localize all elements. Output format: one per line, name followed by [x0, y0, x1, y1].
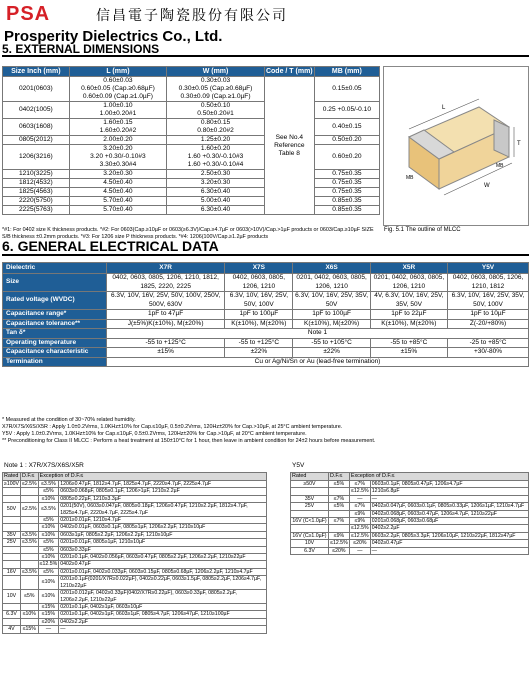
y5v-cell: 25V [291, 503, 329, 510]
y5v-cell [291, 488, 329, 495]
dims-header: L (mm) [69, 67, 167, 77]
elec-cell: K(±10%), M(±20%) [225, 319, 293, 329]
electrical-data-table [2, 262, 529, 367]
elec-row [3, 310, 529, 320]
y5v-cell: ≤12.5% [351, 488, 369, 495]
chinese-company-name: 信昌電子陶瓷股份有限公司 [96, 8, 288, 24]
note1-cell: — [59, 626, 267, 633]
note1-cell: ≤5% [20, 590, 38, 604]
elec-row [3, 348, 529, 358]
dims-w-cell: 5.00±0.40 [167, 197, 265, 206]
note1-cell [20, 517, 38, 524]
note1-cell: ≤5% [38, 539, 59, 546]
dims-w-cell: 3.20±0.30 [167, 179, 265, 188]
dims-header: W (mm) [167, 67, 265, 77]
note1-cell: ≥100V [4, 481, 19, 487]
note1-cell: 0201≥0.01µF, 0805≥1µF, 1210≥10µF [59, 539, 267, 546]
dims-row [3, 179, 380, 188]
note1-cell [3, 546, 21, 553]
dims-l-cell: 5.70±0.40 [69, 206, 167, 215]
dims-w-cell: 0.50±0.10 0.50±0.20#1 [167, 102, 265, 119]
elec-span-cell: Note 1 [107, 329, 529, 339]
elec-row [3, 292, 529, 310]
elec-row [3, 329, 529, 339]
elec-row [3, 338, 529, 348]
y5v-cell: 16V (C<1.0µF) [292, 518, 327, 525]
note1-row [3, 531, 267, 538]
note1-cell [3, 524, 21, 531]
note1-cell: — [38, 626, 59, 633]
y5v-cell: 0402≥0.047µF, 0603≥0.1µF, 0805≥0.33µF, 1206≥1µF, 1210≥4.7µF [370, 503, 528, 510]
note1-row [3, 603, 267, 610]
note1-row [3, 503, 267, 517]
dims-w-cell: 6.30±0.40 [167, 188, 265, 197]
elec-row [3, 274, 529, 292]
elec-cell: 1pF to 10µF [448, 310, 529, 320]
note1-row [3, 561, 267, 568]
y5v-header: Rated [291, 473, 329, 481]
dims-mb-cell: 0.60±0.20 [314, 145, 379, 170]
note1-cell: 4V [3, 626, 21, 633]
note1-cell: 25V [3, 539, 21, 546]
note1-cell: ≤5% [38, 488, 59, 495]
y5v-header: Exception of D.F.≤ [349, 473, 528, 481]
elec-cell: 1pF to 100µF [225, 310, 293, 320]
y5v-cell: 0603≥2.2µF, 0805≥3.3µF, 1206≥10µF, 1210≥22µF, 1812≥47µF [370, 532, 528, 539]
elec-cell: J(±5%)K(±10%), M(±20%) [107, 319, 225, 329]
figure-caption: Fig. 5.1 The outline of MLCC [384, 227, 461, 233]
dims-mb-cell: 0.75±0.35 [314, 179, 379, 188]
elec-row-label: Capacitance tolerance** [3, 319, 107, 329]
elec-row-label: Operating temperature [3, 338, 107, 348]
dims-row [3, 170, 380, 179]
note1-cell: 0201≥0.1µF, 0402≥1µF, 0603≥10µF [59, 603, 267, 610]
dims-header: Code / T (mm) [265, 67, 313, 75]
note1-cell: ≤5% [38, 568, 59, 575]
elec-cell: -25 to +85°C [448, 338, 529, 348]
note1-cell: 0603≥1µF, 0805≥2.2µF, 1206≥2.2µF, 1210≥10µF [59, 531, 267, 538]
note1-row [3, 481, 267, 488]
note1-cell: 6.3V [3, 611, 21, 618]
elec-row-label: Capacitance characteristic [3, 348, 107, 358]
elec-row-label: Termination [3, 357, 107, 367]
dims-l-cell: 3.20±0.20 3.20 +0.30/-0.10#3 3.30±0.30#4 [69, 145, 167, 170]
elec-header: X6S [293, 263, 370, 274]
dims-mb-cell: 0.40±0.15 [314, 119, 379, 136]
note1-cell [3, 618, 21, 625]
elec-cell: 6.3V, 10V, 16V, 25V, 50V, 100V, 250V, 500V, 630V [107, 292, 225, 310]
note1-cell [20, 546, 38, 553]
dims-size-cell: 1206(3216) [3, 145, 70, 170]
note1-cell: ≤20% [38, 618, 59, 625]
note1-cell: 0201≥0.1µF, 0402≥1µF, 0603≥1µF, 0805≥4.7µF, 1206≥47µF, 1210≥100µF [59, 611, 267, 618]
note1-cell: ≤3.5% [21, 539, 37, 546]
note1-cell: 0201≥0.1µF, 0402≥0.056µF, 0603≥0.47µF, 0805≥2.2µF, 1206≥2.2µF, 1210≥22µF [59, 554, 267, 561]
note1-cell: ≤15% [38, 611, 59, 618]
note1-cell: 0603≥0.068µF, 0805≥0.1µF, 1206>1µF, 1210≥2.2µF [59, 488, 267, 495]
note1-cell [20, 576, 38, 590]
y5v-cell: ≤7% [349, 503, 370, 510]
y5v-cell: ≤9% [328, 532, 349, 539]
dims-row [3, 145, 380, 170]
y5v-cell [291, 510, 329, 517]
elec-header: X7S [225, 263, 293, 274]
dims-size-cell: 2220(5750) [3, 197, 70, 206]
elec-cell: 0402, 0603, 0805, 1206, 1210 [225, 274, 293, 292]
y5v-cell: 0201≥0.068µF, 0603≥0.68µF [370, 518, 528, 525]
note1-cell: 0201≥0.012µF, 0402≥0.33µF(0402/X7R≥0.22µF), 0603≥0.33µF, 0805≥2.2µF, 1206≥2.2µF, 1210≥22µF [59, 590, 267, 604]
elec-cell: -55 to +85°C [370, 338, 447, 348]
y5v-cell: ≤5% [328, 481, 349, 488]
dims-size-cell: 0201(0603) [3, 77, 70, 102]
y5v-cell: 0603≥0.1µF, 0805≥0.47µF, 1206≥4.7µF [370, 481, 528, 488]
elec-cell: 0402, 0603, 0805, 1206, 1210, 1812 [448, 274, 529, 292]
y5v-cell [328, 525, 349, 532]
y5v-row [291, 481, 529, 488]
y5v-row [291, 532, 529, 539]
dims-row [3, 77, 380, 102]
elec-row-label: Rated voltage (WVDC) [3, 292, 107, 310]
y5v-cell: ≤20% [328, 547, 349, 554]
dims-l-cell: 4.50±0.40 [69, 188, 167, 197]
note1-cell: ≤15% [20, 626, 38, 633]
dims-size-cell: 2225(5763) [3, 206, 70, 215]
elec-cell: ±15% [370, 348, 447, 358]
dims-row [3, 119, 380, 136]
note1-cell: ≤10% [38, 531, 59, 538]
label-w: W [484, 183, 490, 189]
y5v-cell: — [349, 547, 370, 554]
company-name: Prosperity Dielectrics Co., Ltd. [4, 28, 223, 45]
mlcc-outline-diagram [383, 66, 529, 226]
note1-cell [20, 524, 38, 531]
dims-size-cell: 0603(1608) [3, 119, 70, 136]
note1-cell: ≤5% [38, 546, 59, 553]
y5v-cell: ≤7% [349, 481, 370, 488]
note1-row [3, 546, 267, 553]
y5v-cell: — [370, 547, 528, 554]
y5v-df-table [290, 472, 529, 555]
note1-cell: 0201(50V), 0603≥0.047µF, 0805≥0.18µF, 1206≥0.47µF, 1210≥2.2µF, 1812≥4.7µF, 1825≥4.7µF, 2220≥4.7µF, 2225≥4.7µF [59, 503, 267, 517]
note1-cell: ≤5% [38, 517, 59, 524]
y5v-cell: 6.3V [291, 547, 329, 554]
y5v-row [291, 503, 529, 510]
y5v-row [291, 540, 529, 547]
note1-cell [20, 554, 38, 561]
elec-header: Y5V [448, 263, 529, 274]
note1-cell: ≤3.5% [38, 481, 59, 488]
note1-cell [3, 495, 21, 502]
note1-cell [20, 603, 38, 610]
elec-header: X7R [107, 263, 225, 274]
note1-header: Exception of D.F.≤ [38, 473, 266, 481]
y5v-cell [328, 488, 349, 495]
y5v-cell: ≤5% [328, 503, 349, 510]
dims-l-cell: 3.20±0.30 [69, 170, 167, 179]
dims-l-cell: 1.60±0.15 1.60±0.20#2 [69, 119, 167, 136]
dims-row [3, 188, 380, 197]
note1-cell: 10V [3, 590, 21, 604]
elec-cell: 4V, 6.3V, 10V, 16V, 25V, 35V, 50V [370, 292, 447, 310]
elec-header: Dielectric [3, 263, 107, 274]
note1-cell: 0402≥0.01µF, 0603≥0.1µF, 0805≥1µF, 1206≥2.2µF, 1210≥10µF [59, 524, 267, 531]
note1-row [3, 576, 267, 590]
mlcc-diagram-svg [384, 67, 528, 225]
y5v-cell: 35V [291, 495, 329, 502]
note1-cell: 35V [3, 531, 21, 538]
note1-cell [3, 576, 21, 590]
dims-size-cell: 0402(1005) [3, 102, 70, 119]
dimensions-table [2, 66, 380, 215]
elec-cell: ±22% [293, 348, 370, 358]
y5v-row [291, 518, 529, 525]
label-t: T [517, 141, 521, 147]
dims-mb-cell: 0.75±0.35 [314, 170, 379, 179]
y5v-cell: 0402≥2.2µF [370, 525, 528, 532]
note1-row [3, 495, 267, 502]
note1-cell: ≤10% [38, 576, 59, 590]
dims-size-cell: 1825(4563) [3, 188, 70, 197]
elec-row-label: Tan δ* [3, 329, 107, 339]
note1-header: Rated [3, 473, 21, 481]
note1-cell: ≤12.5% [39, 561, 58, 568]
elec-cell: 1pF to 22µF [370, 310, 447, 320]
note1-cell [3, 603, 21, 610]
y5v-cell [291, 525, 329, 532]
dims-l-cell: 4.50±0.40 [69, 179, 167, 188]
y5v-cell: ≤20% [349, 540, 370, 547]
dims-w-cell: 6.30±0.40 [167, 206, 265, 215]
y5v-cell: — [349, 495, 370, 502]
elec-cell: 0201, 0402, 0603, 0805, 1206, 1210 [370, 274, 447, 292]
note1-cell: 1206≥0.47µF, 1812≥4.7µF, 1825≥4.7µF, 2220≥4.7µF, 2225≥4.7µF [59, 481, 267, 488]
note1-cell: ≤10% [20, 611, 38, 618]
section-general-electrical-data: 6. GENERAL ELECTRICAL DATA [2, 238, 529, 256]
note1-cell [3, 517, 21, 524]
note1-df-table [2, 472, 267, 634]
dims-w-cell: 2.50±0.30 [167, 170, 265, 179]
dims-row [3, 197, 380, 206]
note1-row [3, 618, 267, 625]
note1-cell: ≤15% [38, 603, 59, 610]
dims-w-cell: 1.25±0.20 [167, 136, 265, 145]
note1-row [3, 611, 267, 618]
y5v-cell: ≥50V [291, 481, 329, 488]
dims-mb-cell: 0.85±0.35 [314, 206, 379, 215]
elec-cell: 0201, 0402, 0603, 0805, 1206, 1210 [293, 274, 370, 292]
note1-row [3, 568, 267, 575]
electrical-note-line: Y5V : Apply 1.0±0.2Vrms, 1.0KHz±10% for Cap.≤10µF, 0.5±0.2Vrms, 120Hz±20% for Cap.>10µF, at 20°C ambient temperature. [2, 431, 307, 437]
note1-row [3, 539, 267, 546]
elec-cell: ±22% [225, 348, 293, 358]
note1-header: D.F.≤ [20, 473, 38, 481]
elec-cell: 0402, 0603, 0805, 1206, 1210, 1812, 1825, 2220, 2225 [107, 274, 225, 292]
elec-cell: 6.3V, 10V, 16V, 25V, 35V, 50V, 100V [448, 292, 529, 310]
y5v-cell: ≤12.5% [330, 540, 348, 547]
note1-title: Note 1 : X7R/X7S/X6S/X5R [4, 462, 84, 469]
note1-cell: ≤10% [38, 524, 59, 531]
note1-row [3, 488, 267, 495]
dims-l-cell: 5.70±0.40 [69, 197, 167, 206]
y5v-cell: ≤9% [349, 510, 370, 517]
dims-header: Size Inch (mm) [3, 67, 70, 77]
note1-row [3, 626, 267, 633]
label-mb-left: MB [406, 175, 414, 181]
note1-cell [20, 618, 38, 625]
elec-cell: K(±10%), M(±20%) [370, 319, 447, 329]
elec-cell: 6.3V, 10V, 16V, 25V, 50V, 100V [225, 292, 293, 310]
elec-span-cell: Cu or Ag/Ni/Sn or Au (lead-free termination) [107, 357, 529, 367]
note1-row [3, 524, 267, 531]
elec-cell: 6.3V, 10V, 16V, 25V, 35V, 50V [293, 292, 370, 310]
elec-row [3, 357, 529, 367]
y5v-row [291, 495, 529, 502]
elec-cell: Z(-20/+80%) [448, 319, 529, 329]
note1-cell: 0805≥0.22µF, 1210≥3.3µF [59, 495, 267, 502]
note1-cell: ≤2.5% [21, 481, 37, 487]
note1-cell [3, 554, 21, 561]
y5v-cell: 1210≥6.8µF [370, 488, 528, 495]
y5v-cell: ≤9% [349, 518, 370, 525]
label-l: L [442, 105, 446, 111]
dims-row [3, 102, 380, 119]
dims-w-cell: 1.60±0.20 1.60 +0.30/-0.10#3 1.60 +0.30/-0.10#4 [167, 145, 265, 170]
electrical-notes [2, 417, 529, 445]
note1-row [3, 517, 267, 524]
y5v-title: Y5V [292, 462, 305, 469]
note1-cell [3, 488, 21, 495]
note1-cell: 0201≥0.1µF(0201/X7R≥0.022µF), 0402≥0.22µF, 0603≥1.5µF, 0805≥2.2µF, 1206≥4.7µF, 1210≥22µF [59, 576, 267, 590]
note1-row [3, 590, 267, 604]
note1-cell [20, 495, 38, 502]
y5v-cell: 0402≥0.47µF [370, 540, 528, 547]
elec-cell: 1pF to 47µF [107, 310, 225, 320]
elec-cell: +30/-80% [448, 348, 529, 358]
dims-row [3, 206, 380, 215]
dims-w-cell: 0.80±0.15 0.80±0.20#2 [167, 119, 265, 136]
y5v-row [291, 525, 529, 532]
elec-cell: ±15% [107, 348, 225, 358]
y5v-cell: 10V [291, 540, 329, 547]
dims-code-cell: See No.4 Reference Table 8 [264, 77, 314, 215]
note1-cell: 50V [3, 503, 21, 517]
note1-cell: ≤3.5% [21, 531, 37, 538]
y5v-cell: — [370, 495, 528, 502]
y5v-cell: 0402≥0.068µF, 0603≥0.47µF, 1206≥4.7µF, 1210≥22µF [370, 510, 528, 517]
dims-size-cell: 1812(4532) [3, 179, 70, 188]
elec-cell: K(±10%), M(±20%) [293, 319, 370, 329]
y5v-cell: 16V (C≥1.0µF) [292, 532, 327, 539]
y5v-header: D.F.≤ [328, 473, 349, 481]
note1-cell: 0201≥0.01µF, 1210≥4.7µF [59, 517, 267, 524]
electrical-note-line: ** Preconditioning for Class II MLCC : Perform a heat treatment at 150±10°C for 1 hour, then leave in ambient condition for 24±2 hours before measurement. [2, 438, 376, 444]
elec-row [3, 319, 529, 329]
elec-cell: -55 to +125°C [225, 338, 293, 348]
dims-header: MB (mm) [314, 67, 379, 77]
psa-logo: PSA [6, 3, 51, 25]
dims-mb-cell: 0.15±0.05 [314, 77, 379, 102]
elec-cell: 1pF to 100µF [293, 310, 370, 320]
dims-w-cell: 0.30±0.03 0.30±0.05 (Cap.≥0.68µF) 0.30±0.09 (Cap.≥1.0µF) [167, 77, 265, 102]
dims-mb-cell: 0.75±0.35 [314, 188, 379, 197]
section-external-dimensions: 5. EXTERNAL DIMENSIONS [2, 42, 529, 57]
elec-row-label: Size [3, 274, 107, 292]
y5v-row [291, 547, 529, 554]
dims-mb-cell: 0.85±0.35 [314, 197, 379, 206]
note1-row [3, 554, 267, 561]
y5v-cell: ≤7% [328, 495, 349, 502]
y5v-cell: ≤12.5% [351, 525, 369, 532]
note1-cell: 16V [3, 568, 21, 575]
y5v-cell: ≤12.5% [351, 532, 369, 539]
label-mb-right: MB [496, 163, 504, 169]
elec-header: X5R [370, 263, 447, 274]
y5v-row [291, 488, 529, 495]
y5v-cell: ≤7% [328, 518, 349, 525]
note1-cell: 0402≥2.2µF [59, 618, 267, 625]
dims-row [3, 136, 380, 145]
note1-cell [20, 561, 38, 568]
elec-cell: -55 to +105°C [293, 338, 370, 348]
dims-mb-cell: 0.25 +0.05/-0.10 [314, 102, 379, 119]
electrical-note-line: X7R/X7S/X6S/X5R : Apply 1.0±0.2Vrms, 1.0KHz±10% for Cap.≤10µF, 0.5±0.2Vrms, 120Hz±20% for Cap.>10µF, at 25°C ambient temperature. [2, 424, 343, 430]
note1-cell: ≤3.5% [21, 568, 37, 575]
dims-l-cell: 2.00±0.20 [69, 136, 167, 145]
note1-cell: ≤10% [38, 590, 59, 604]
dims-l-cell: 0.60±0.03 0.60±0.05 (Cap.≥0.68µF) 0.60±0.09 (Cap.≥1.0µF) [69, 77, 167, 102]
note1-cell: 0402≥0.47µF [59, 561, 267, 568]
note1-cell: 0201≥0.01µF, 0402≥0.033µF, 0603≥0.15µF, 0805≥0.68µF, 1206≥2.2µF, 1210≥4.7µF [59, 568, 267, 575]
y5v-row [291, 510, 529, 517]
note1-cell [3, 561, 21, 568]
note1-cell: ≤10% [38, 554, 59, 561]
elec-row-label: Capacitance range* [3, 310, 107, 320]
electrical-note-line: * Measured at the condition of 30~70% related humidity. [2, 417, 136, 423]
note1-cell [20, 488, 38, 495]
dims-size-cell: 0805(2012) [3, 136, 70, 145]
dimensions-footnote: *#1: For 0402 size K thickness products. *#2: For 0603(Cap.≥10µF or 0603(≥6.3V)/Cap.≥4.7µF or 0603(>10V)/Cap.>1µF products or 0603/Cap.≥10µF SIZE S/B thickness ±0.2mm products. *#3: For 1206 size P thickness products. *#4: 1206(100V/Cap.≥1.2µF products [2, 227, 374, 240]
dims-size-cell: 1210(3225) [3, 170, 70, 179]
dims-l-cell: 1.00±0.10 1.00±0.20#1 [69, 102, 167, 119]
note1-cell: 0603≥0.33µF [59, 546, 267, 553]
y5v-cell [328, 510, 349, 517]
dims-mb-cell: 0.50±0.20 [314, 136, 379, 145]
note1-cell: ≤10% [38, 495, 59, 502]
elec-cell: -55 to +125°C [107, 338, 225, 348]
note1-cell: ≤3.5% [38, 503, 59, 517]
note1-cell: ≤2.5% [20, 503, 38, 517]
